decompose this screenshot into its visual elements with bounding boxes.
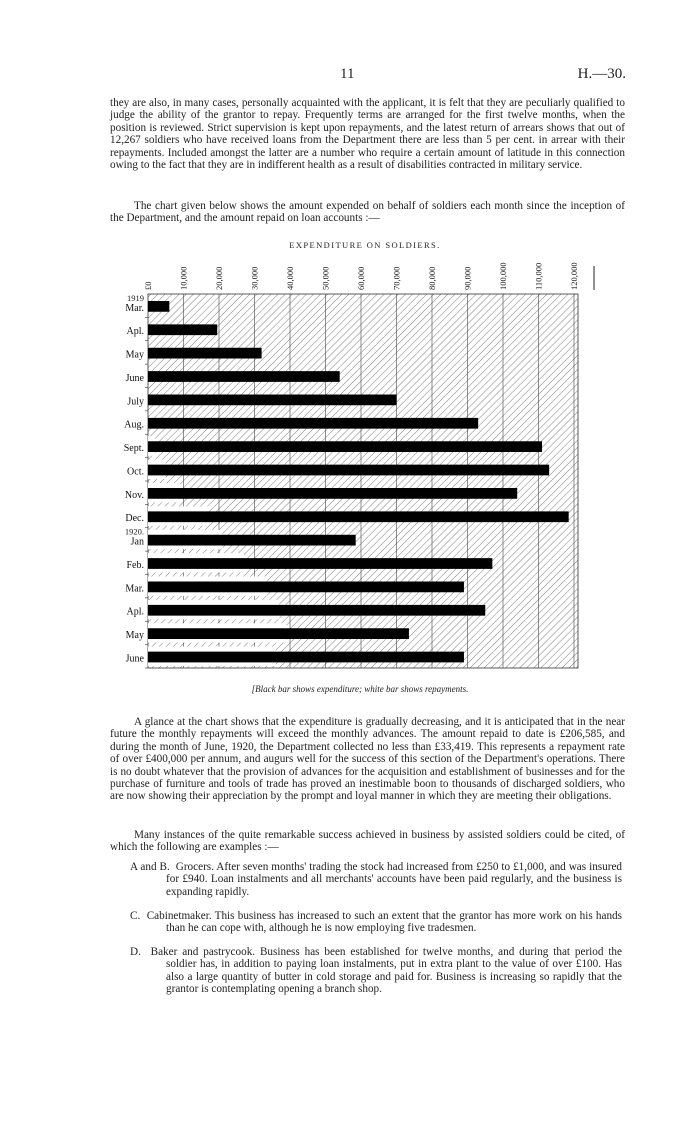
- example-label: D.: [130, 946, 141, 958]
- expenditure-bar: [148, 465, 549, 476]
- category-label: July: [127, 396, 144, 408]
- chart-note: [Black bar shows expenditure; white bar shows repayments.: [251, 684, 469, 694]
- x-tick-label: 70,000: [391, 266, 402, 290]
- x-tick-label: £0: [143, 281, 153, 290]
- x-tick-label: 40,000: [285, 266, 295, 290]
- page-number: 11: [340, 66, 355, 82]
- category-label: May: [125, 630, 144, 642]
- summary-paragraph: A glance at the chart shows that the expenditure is gradually decreasing, and it is anticipated that in the near future the monthly repayments will exceed the monthly advances. The amount repaid to date is £206,585, and during the month of June, 1920, the Department collected no less than £33,419. This represents a repayment rate of over £400,000 per annum, and augurs well for the success of this section of the Department's operations. There is no doubt whatever that the provision of advances for the acquisition and establishment of businesses and for the purchase of furniture and tools of trade has proved an inestimable boon to thousands of discharged soldiers, who are now showing their appreciation by the prompt and loyal manner in which they are meeting their obligations.: [110, 716, 625, 803]
- category-label: Oct.: [127, 466, 144, 478]
- expenditure-bar: [148, 582, 464, 593]
- example-c: [130, 910, 622, 935]
- category-year-label: 1919: [127, 292, 144, 303]
- category-label: Apl.: [126, 606, 144, 618]
- x-tick-label: 20,000: [214, 266, 224, 290]
- example-text: Grocers. After seven months' trading the stock had increased from £250 to £1,000, and was insured for £940. Loan instalments and all merchants' accounts have been paid regularly, and the business is expanding rapidly.: [166, 861, 623, 898]
- expenditure-bar: [148, 558, 492, 569]
- expenditure-chart: [118, 256, 608, 676]
- chart-intro-paragraph: The chart given below shows the amount expended on behalf of soldiers each month since the inception of the Department, and the amount repaid on loan accounts :—: [110, 200, 625, 225]
- expenditure-bar: [148, 628, 409, 639]
- x-tick-label: 110,000: [533, 262, 544, 290]
- category-label: Mar.: [125, 583, 144, 595]
- document-code: H.—30.: [577, 66, 626, 82]
- x-tick-label: 120,000: [569, 262, 579, 290]
- page-header: [0, 66, 700, 86]
- category-label: Jan: [130, 536, 144, 548]
- expenditure-bar: [148, 441, 542, 452]
- chart-title: EXPENDITURE ON SOLDIERS.: [289, 240, 441, 250]
- expenditure-bar: [148, 652, 464, 663]
- category-label: June: [125, 653, 144, 665]
- x-tick-label: 10,000: [178, 266, 189, 290]
- category-label: Mar.: [125, 302, 144, 314]
- x-tick-label: 90,000: [462, 266, 473, 290]
- category-label: May: [125, 349, 144, 361]
- expenditure-bar: [148, 371, 340, 382]
- example-label: A and B.: [130, 861, 170, 873]
- x-tick-label: 30,000: [249, 266, 260, 290]
- example-a-and-b: [130, 861, 622, 898]
- x-tick-label: 100,000: [498, 262, 508, 290]
- intro-paragraph: they are also, in many cases, personally acquainted with the applicant, it is felt that they are peculiarly qualified to judge the ability of the grantor to repay. Frequently terms are arranged for the first twelve months, when the position is reviewed. Strict supervision is kept upon repayments, and the latest return of arrears shows that out of 12,267 soldiers who have received loans from the Department there are less than 5 per cent. in arrear with their repayments. Included amongst the latter are a number who require a certain amount of latitude in this connection owing to the fact that they are in indifferent health as a result of disabilities contracted in military service.: [110, 97, 625, 172]
- category-label: Feb.: [126, 559, 144, 571]
- expenditure-bar: [148, 301, 169, 312]
- x-tick-label: 50,000: [320, 266, 331, 290]
- expenditure-bar: [148, 605, 485, 616]
- expenditure-bar: [148, 324, 217, 335]
- category-label: June: [125, 372, 144, 384]
- category-label: Nov.: [124, 489, 144, 501]
- expenditure-bar: [148, 511, 569, 522]
- x-tick-label: 60,000: [356, 266, 366, 290]
- examples-intro-paragraph: Many instances of the quite remarkable success achieved in business by assisted soldiers could be cited, of which the following are examples :—: [110, 829, 625, 854]
- expenditure-bar: [148, 395, 397, 406]
- example-text: Baker and pastrycook. Business has been established for twelve months, and during that period the soldier has, in addition to paying loan instalments, put in extra plant to the value of over £100. Has also a large quantity of butter in cold storage and paid for. Business is increasing so rapidly that the grantor is contemplating opening a branch shop.: [150, 946, 622, 996]
- x-tick-label: 80,000: [427, 266, 437, 290]
- example-text: Cabinetmaker. This business has increased to such an extent that the grantor has more work on his hands than he can cope with, although he is now employing five tradesmen.: [146, 910, 622, 935]
- category-year-label: 1920.: [124, 526, 144, 537]
- expenditure-bar: [148, 348, 262, 359]
- category-label: Dec.: [125, 513, 144, 525]
- example-label: C.: [130, 910, 141, 922]
- expenditure-bar: [148, 418, 478, 429]
- category-label: Aug.: [124, 419, 144, 431]
- expenditure-bar: [148, 535, 356, 546]
- category-label: Apl.: [126, 326, 144, 338]
- example-d: [130, 946, 622, 996]
- category-label: Sept.: [123, 443, 144, 455]
- expenditure-bar: [148, 488, 517, 499]
